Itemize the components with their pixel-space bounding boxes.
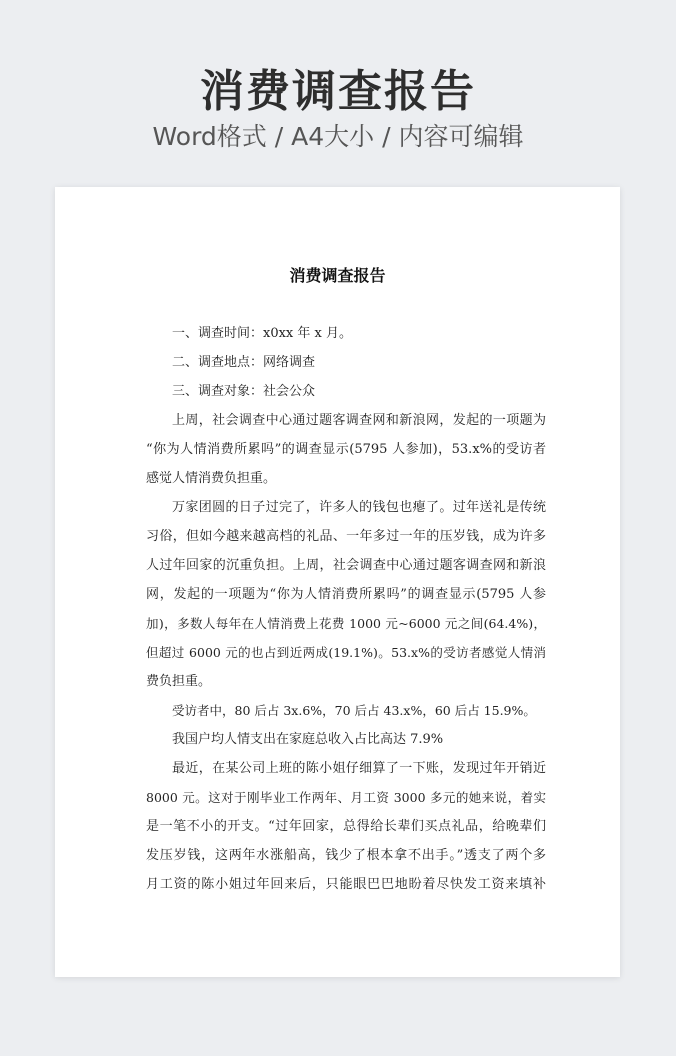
survey-time-line: 一、调查时间：x0xx 年 x 月。	[172, 326, 352, 341]
paragraph-line: 月工资的陈小姐过年回来后，只能眼巴巴地盼着尽快发工资来填补	[146, 877, 546, 892]
document-title: 消费调查报告	[289, 266, 386, 285]
banner-subtitle: Word格式 / A4大小 / 内容可编辑	[152, 122, 524, 151]
paragraph-line: 费负担重。	[146, 674, 212, 689]
paragraph-line: 受访者中，80 后占 3x.6%，70 后占 43.x%，60 后占 15.9%。	[172, 703, 536, 718]
survey-location-line: 二、调查地点：网络调查	[172, 355, 316, 370]
paragraph-line: 网，发起的一项题为“你为人情消费所累吗”的调查显示(5795 人参	[146, 587, 546, 602]
paragraph-line: 习俗，但如今越来越高档的礼品、一年多过一年的压岁钱，成为许多	[146, 529, 546, 544]
paragraph-line: 但超过 6000 元的也占到近两成(19.1%)。53.x%的受访者感觉人情消	[146, 645, 546, 660]
survey-target-line: 三、调查对象：社会公众	[172, 384, 316, 399]
document-body	[146, 319, 546, 899]
paragraph-line: 是一笔不小的开支。“过年回家，总得给长辈们买点礼品，给晚辈们	[146, 819, 546, 834]
paragraph-line: 发压岁钱，这两年水涨船高，钱少了根本拿不出手。”透支了两个多	[146, 848, 546, 863]
paragraph-line: 人过年回家的沉重负担。上周，社会调查中心通过题客调查网和新浪	[146, 558, 546, 573]
paragraph-line: 最近，在某公司上班的陈小姐仔细算了一下账，发现过年开销近	[172, 761, 546, 776]
paragraph-line: 加)，多数人每年在人情消费上花费 1000 元~6000 元之间(64.4%)，	[146, 616, 546, 631]
paragraph-line: 我国户均人情支出在家庭总收入占比高达 7.9%	[172, 732, 444, 747]
document-page	[55, 187, 620, 977]
paragraph-line: 上周，社会调查中心通过题客调查网和新浪网，发起的一项题为	[172, 413, 546, 428]
paragraph-line: 8000 元。这对于刚毕业工作两年、月工资 3000 多元的她来说，着实	[146, 790, 546, 805]
paragraph-line: 感觉人情消费负担重。	[146, 471, 277, 486]
paragraph-line: “你为人情消费所累吗”的调查显示(5795 人参加)，53.x%的受访者	[146, 442, 546, 457]
paragraph-line: 万家团圆的日子过完了，许多人的钱包也瘪了。过年送礼是传统	[172, 500, 546, 515]
banner-title: 消费调查报告	[200, 66, 476, 117]
